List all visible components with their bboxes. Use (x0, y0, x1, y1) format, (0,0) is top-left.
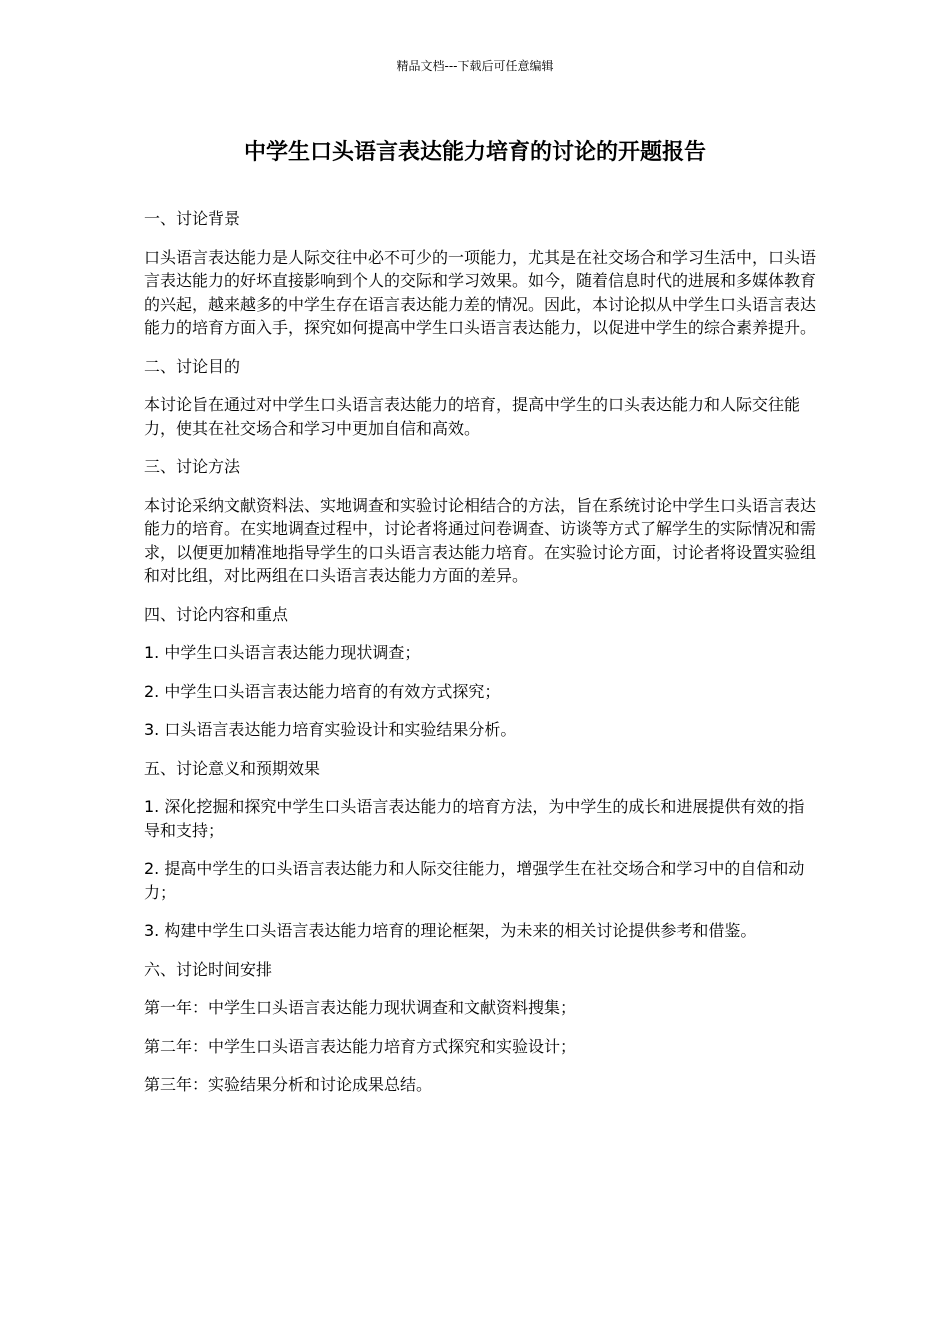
header-note: 精品文档---下载后可任意编辑 (396, 59, 554, 73)
section-heading-purpose: 二、讨论目的 (144, 356, 241, 376)
section-text-method: 本讨论采纳文献资料法、实地调查和实验讨论相结合的方法，旨在系统讨论中学生口头语言表达能力的培育。在实地调查过程中，讨论者将通过问卷调查、访谈等方式了解学生的实际情况和需求，以便更加精准地指导学生的口头语言表达能力培育。在实验讨论方面，讨论者将设置实验组和对比组，对比两组在口头语言表达能力方面的差异。 (144, 495, 817, 585)
section-heading-significance: 五、讨论意义和预期效果 (144, 758, 321, 778)
list-item: 第一年：中学生口头语言表达能力现状调查和文献资料搜集； (144, 998, 577, 1017)
section-text-purpose: 本讨论旨在通过对中学生口头语言表达能力的培育，提高中学生的口头表达能力和人际交往能力，使其在社交场合和学习中更加自信和高效。 (144, 395, 801, 438)
list-item: 2. 提高中学生的口头语言表达能力和人际交往能力，增强学生在社交场合和学习中的自信和动力； (144, 859, 805, 902)
section-text-background: 口头语言表达能力是人际交往中必不可少的一项能力，尤其是在社交场合和学习生活中，口头语言表达能力的好坏直接影响到个人的交际和学习效果。如今，随着信息时代的进展和多媒体教育的兴起，越来越多的中学生存在语言表达能力差的情况。因此，本讨论拟从中学生口头语言表达能力的培育方面入手，探究如何提高中学生口头语言表达能力，以促进中学生的综合素养提升。 (144, 247, 817, 337)
document-body (144, 207, 816, 1112)
list-item: 第三年：实验结果分析和讨论成果总结。 (144, 1075, 433, 1094)
list-item: 2. 中学生口头语言表达能力培育的有效方式探究； (144, 681, 501, 701)
list-item: 1. 中学生口头语言表达能力现状调查； (144, 643, 421, 662)
list-item: 3. 构建中学生口头语言表达能力培育的理论框架，为未来的相关讨论提供参考和借鉴。 (144, 921, 757, 940)
section-heading-schedule: 六、讨论时间安排 (144, 959, 273, 979)
section-heading-method: 三、讨论方法 (144, 457, 241, 476)
section-heading-background: 一、讨论背景 (144, 209, 241, 228)
list-item: 3. 口头语言表达能力培育实验设计和实验结果分析。 (144, 720, 517, 739)
list-item: 第二年：中学生口头语言表达能力培育方式探究和实验设计； (144, 1036, 577, 1056)
section-heading-content: 四、讨论内容和重点 (144, 604, 289, 624)
document-title: 中学生口头语言表达能力培育的讨论的开题报告 (243, 140, 706, 165)
list-item: 1. 深化挖掘和探究中学生口头语言表达能力的培育方法，为中学生的成长和进展提供有效的指导和支持； (144, 797, 805, 840)
